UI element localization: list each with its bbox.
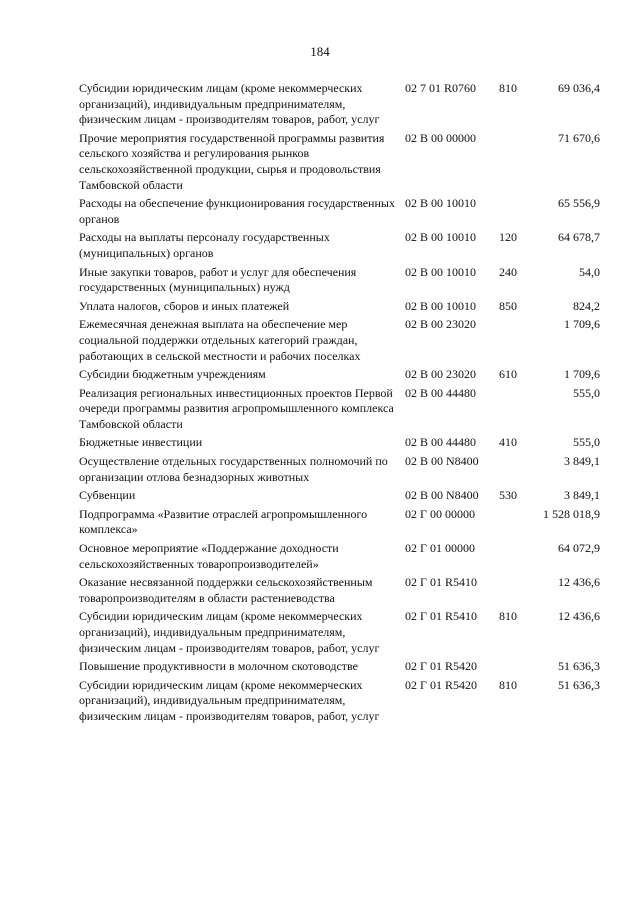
- table-row: [79, 299, 600, 315]
- item-expense-type: 610: [499, 367, 517, 382]
- item-name: Ежемесячная денежная выплата на обеспечение мер социальной поддержки отдельных категорий граждан, работающих в сельской местности и рабочих поселках: [79, 317, 361, 363]
- item-amount: 3 849,1: [564, 488, 600, 503]
- table-row: [79, 386, 600, 433]
- item-name: Осуществление отдельных государственных полномочий по организации отлова безнадзорных животных: [79, 454, 388, 484]
- item-name: Субсидии юридическим лицам (кроме некоммерческих организаций), индивидуальным предпринимателям, физическим лицам - производителям товаров, работ, услуг: [79, 677, 380, 723]
- table-row: [79, 659, 600, 675]
- table-row: [79, 131, 600, 193]
- item-name: Субсидии бюджетным учреждениям: [79, 367, 266, 382]
- item-code: 02 В 00 10010: [405, 264, 477, 279]
- item-amount: 1 709,6: [564, 367, 600, 382]
- item-name: Иные закупки товаров, работ и услуг для обеспечения государственных (муниципальных) нужд: [79, 264, 357, 295]
- item-expense-type: 410: [499, 435, 517, 450]
- item-name: Уплата налогов, сборов и иных платежей: [79, 298, 290, 313]
- item-code: 02 Г 01 R5410: [405, 575, 477, 590]
- item-amount: 54,0: [579, 264, 600, 279]
- item-code: 02 В 00 23020: [405, 317, 477, 332]
- item-code: 02 В 00 44480: [405, 385, 477, 400]
- item-name: Повышение продуктивности в молочном скотоводстве: [79, 659, 358, 674]
- item-amount: 12 436,6: [558, 575, 600, 590]
- item-code: 02 Г 01 R5420: [405, 659, 477, 674]
- item-code: 02 Г 00 00000: [405, 506, 475, 521]
- item-expense-type: 530: [499, 488, 517, 503]
- item-amount: 12 436,6: [558, 609, 600, 624]
- table-row: [79, 488, 600, 504]
- table-row: [79, 367, 600, 383]
- item-name: Прочие мероприятия государственной программы развития сельского хозяйства и регулирования рынков сельскохозяйственной продукции, сырья и продовольствия Тамбовской области: [79, 130, 385, 192]
- item-name: Расходы на обеспечение функционирования государственных органов: [79, 196, 395, 226]
- item-amount: 555,0: [573, 435, 600, 450]
- item-amount: 824,2: [573, 298, 600, 313]
- table-row: [79, 81, 600, 128]
- item-name: Бюджетные инвестиции: [79, 435, 203, 450]
- item-amount: 51 636,3: [558, 677, 600, 692]
- item-code: 02 В 00 N8400: [405, 454, 479, 469]
- item-expense-type: 120: [499, 230, 517, 245]
- item-code: 02 Г 01 R5420: [405, 677, 477, 692]
- item-name: Основное мероприятие «Поддержание доходности сельскохозяйственных товаропроизводителей»: [79, 541, 339, 571]
- item-code: 02 В 00 10010: [405, 298, 477, 313]
- table-row: [79, 541, 600, 572]
- table-row: [79, 609, 600, 656]
- item-expense-type: 810: [499, 609, 517, 624]
- item-name: Расходы на выплаты персоналу государственных (муниципальных) органов: [79, 230, 330, 260]
- table-row: [79, 507, 600, 538]
- table-row: [79, 265, 600, 296]
- table-row: [79, 678, 600, 725]
- item-expense-type: 810: [499, 677, 517, 692]
- item-name: Реализация региональных инвестиционных проектов Первой очереди программы развития агропромышленного комплекса Тамбовской области: [79, 385, 394, 431]
- item-name: Подпрограмма «Развитие отраслей агропромышленного комплекса»: [79, 506, 368, 537]
- page-number: 184: [310, 44, 330, 59]
- item-amount: 64 072,9: [558, 541, 600, 556]
- item-expense-type: 240: [499, 264, 517, 279]
- table-row: [79, 317, 600, 364]
- item-amount: 51 636,3: [558, 659, 600, 674]
- item-amount: 71 670,6: [558, 130, 600, 145]
- item-code: 02 В 00 44480: [405, 435, 477, 450]
- item-code: 02 В 00 10010: [405, 230, 477, 245]
- item-code: 02 Г 01 R5410: [405, 609, 477, 624]
- item-expense-type: 850: [499, 298, 517, 313]
- budget-table: [79, 81, 600, 725]
- item-name: Субсидии юридическим лицам (кроме некоммерческих организаций), индивидуальным предпринимателям, физическим лицам - производителям товаров, работ, услуг: [79, 81, 380, 127]
- item-code: 02 7 01 R0760: [405, 81, 477, 95]
- table-row: [79, 575, 600, 606]
- item-amount: 1 528 018,9: [543, 506, 600, 521]
- item-expense-type: 810: [499, 81, 517, 95]
- item-code: 02 В 00 00000: [405, 130, 477, 145]
- item-amount: 3 849,1: [564, 454, 600, 469]
- item-amount: 64 678,7: [558, 230, 600, 245]
- item-code: 02 В 00 N8400: [405, 488, 479, 503]
- table-row: [79, 435, 600, 451]
- item-amount: 65 556,9: [558, 196, 600, 211]
- item-name: Субсидии юридическим лицам (кроме некоммерческих организаций), индивидуальным предпринимателям, физическим лицам - производителям товаров, работ, услуг: [79, 609, 380, 655]
- item-amount: 1 709,6: [564, 317, 600, 332]
- item-name: Оказание несвязанной поддержки сельскохозяйственным товаропроизводителям в области растениеводства: [79, 575, 373, 605]
- table-row: [79, 454, 600, 485]
- item-amount: 555,0: [573, 385, 600, 400]
- item-amount: 69 036,4: [558, 81, 600, 95]
- item-code: 02 В 00 10010: [405, 196, 477, 211]
- item-code: 02 В 00 23020: [405, 367, 477, 382]
- table-row: [79, 230, 600, 261]
- item-name: Субвенции: [79, 488, 136, 503]
- item-code: 02 Г 01 00000: [405, 541, 475, 556]
- table-row: [79, 196, 600, 227]
